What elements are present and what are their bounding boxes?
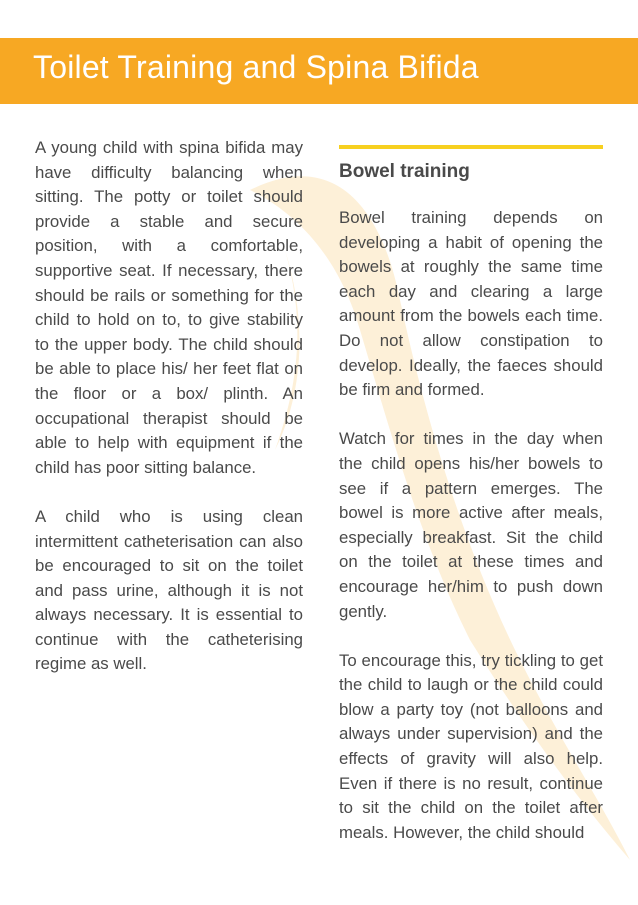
left-column <box>35 136 303 702</box>
right-paragraph-pattern: Watch for times in the day when the child opens his/her bowels to see if a pattern emerges. The bowel is more active after meals, especially breakfast. Sit the child on the toilet at these times and encourage her/him to push down gently. <box>339 429 603 621</box>
left-paragraph-catheterisation: A child who is using clean intermittent catheterisation can also be encouraged to sit on the toilet and pass urine, although it is not always necessary. It is essential to continue with the catheterising regime as well. <box>35 506 303 674</box>
right-paragraph-habit: Bowel training depends on developing a habit of opening the bowels at roughly the same time each day and clearing a large amount from the bowels each time. Do not allow constipation to develop. Ideally, the faeces should be firm and formed. <box>339 208 603 400</box>
title-banner <box>0 38 638 104</box>
page-title: Toilet Training and Spina Bifida <box>33 49 479 85</box>
right-column <box>339 206 603 870</box>
section-heading-bowel-training: Bowel training <box>339 161 470 182</box>
section-divider <box>339 145 603 149</box>
right-paragraph-encourage: To encourage this, try tickling to get the child to laugh or the child could blow a party toy (not balloons and always under supervision) and the effects of gravity will also help. Even if there is no result, continue to sit the child on the toilet after meals. However, the child should <box>339 650 603 842</box>
left-paragraph-balance: A young child with spina bifida may have difficulty balancing when sitting. The potty or toilet should provide a stable and secure position, with a comfortable, supportive seat. If necessary, there should be rails or something for the child to hold on to, to give stability to the upper body. The child should be able to place his/ her feet flat on the floor or a box/ plinth. An occupational therapist should be able to help with equipment if the child has poor sitting balance. <box>35 138 303 477</box>
